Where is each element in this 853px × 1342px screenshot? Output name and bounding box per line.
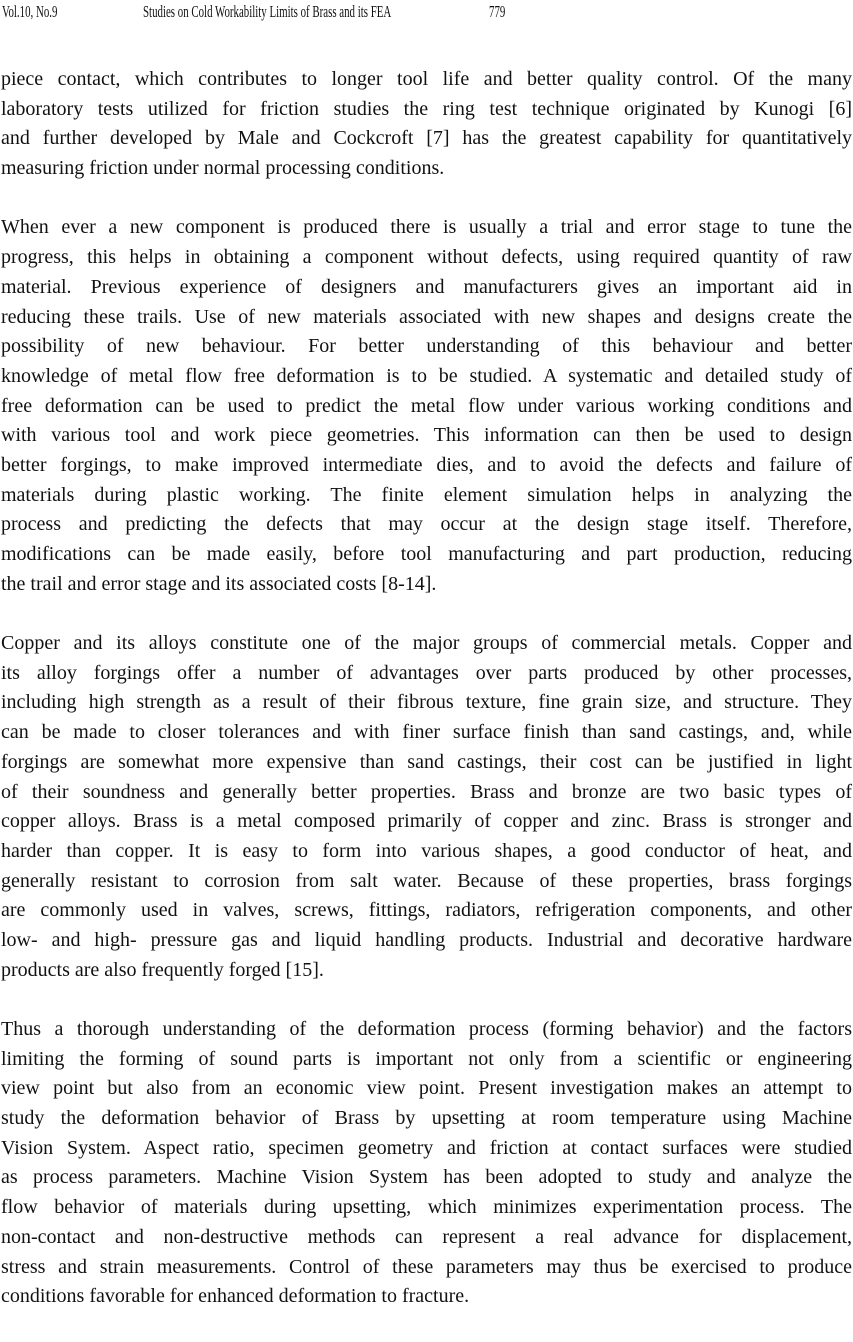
text-line: view point but also from an economic view point. Present investigation makes an attempt to [1, 1077, 852, 1100]
text-line: progress, this helps in obtaining a component without defects, using required quantity of raw [1, 246, 852, 269]
document-body [1, 65, 852, 1342]
text-line: including high strength as a result of their fibrous texture, fine grain size, and structure. They [1, 691, 852, 714]
text-line: better forgings, to make improved intermediate dies, and to avoid the defects and failure of [1, 453, 852, 476]
text-line: its alloy forgings offer a number of advantages over parts produced by other processes, [1, 661, 852, 684]
text-line: material. Previous experience of designers and manufacturers gives an important aid in [1, 275, 852, 298]
text-line: free deformation can be used to predict the metal flow under various working conditions and [1, 394, 852, 417]
paragraph [1, 213, 852, 599]
text-line: Vision System. Aspect ratio, specimen geometry and friction at contact surfaces were studied [1, 1136, 852, 1159]
text-line: as process parameters. Machine Vision System has been adopted to study and analyze the [1, 1166, 852, 1189]
text-line: copper alloys. Brass is a metal composed primarily of copper and zinc. Brass is stronger and [1, 810, 852, 833]
text-line: with various tool and work piece geometries. This information can then be used to design [1, 424, 852, 447]
text-line: low- and high- pressure gas and liquid handling products. Industrial and decorative hardware [1, 928, 852, 951]
text-line: study the deformation behavior of Brass by upsetting at room temperature using Machine [1, 1107, 852, 1130]
text-line: stress and strain measurements. Control of these parameters may thus be exercised to produce [1, 1255, 852, 1278]
paragraph [1, 65, 852, 184]
text-line: measuring friction under normal processing conditions. [1, 157, 445, 180]
page-number: 779 [489, 2, 506, 21]
text-line: Thus a thorough understanding of the deformation process (forming behavior) and the factors [1, 1018, 852, 1040]
paragraph [1, 629, 852, 985]
text-line: flow behavior of materials during upsetting, which minimizes experimentation process. The [1, 1196, 852, 1219]
text-line: laboratory tests utilized for friction studies the ring test technique originated by Kunogi [6] [1, 97, 852, 120]
text-line: modifications can be made easily, before tool manufacturing and part production, reducing [1, 543, 852, 565]
text-line: limiting the forming of sound parts is important not only from a scientific or engineering [1, 1047, 852, 1070]
running-header-title: Studies on Cold Workability Limits of Brass and its FEA [143, 2, 392, 21]
text-line: process and predicting the defects that may occur at the design stage itself. Therefore, [1, 513, 852, 536]
running-header-volume: Vol.10, No.9 [2, 2, 58, 21]
text-line: harder than copper. It is easy to form into various shapes, a good conductor of heat, and [1, 839, 852, 862]
text-line: materials during plastic working. The finite element simulation helps in analyzing the [1, 483, 852, 506]
text-line: possibility of new behaviour. For better understanding of this behaviour and better [1, 335, 852, 358]
text-line: piece contact, which contributes to longer tool life and better quality control. Of the many [1, 68, 852, 90]
text-line: Copper and its alloys constitute one of the major groups of commercial metals. Copper and [1, 632, 852, 655]
text-line: and further developed by Male and Cockcroft [7] has the greatest capability for quantitatively [1, 127, 852, 150]
text-line: conditions favorable for enhanced deformation to fracture. [1, 1285, 470, 1308]
text-line: are commonly used in valves, screws, fittings, radiators, refrigeration components, and other [1, 899, 852, 922]
text-line: forgings are somewhat more expensive than sand castings, their cost can be justified in light [1, 750, 852, 773]
text-line: non-contact and non-destructive methods can represent a real advance for displacement, [1, 1225, 852, 1248]
paragraph [1, 1015, 852, 1312]
text-line: generally resistant to corrosion from salt water. Because of these properties, brass forgings [1, 869, 852, 892]
text-line: of their soundness and generally better properties. Brass and bronze are two basic types of [1, 780, 852, 803]
text-line: can be made to closer tolerances and with finer surface finish than sand castings, and, while [1, 721, 852, 744]
text-line: When ever a new component is produced there is usually a trial and error stage to tune the [1, 216, 852, 239]
text-line: reducing these trails. Use of new materials associated with new shapes and designs create the [1, 305, 852, 328]
text-line: products are also frequently forged [15]. [1, 958, 324, 981]
text-line: knowledge of metal flow free deformation is to be studied. A systematic and detailed study of [1, 364, 852, 387]
text-line: the trail and error stage and its associated costs [8-14]. [1, 572, 437, 595]
